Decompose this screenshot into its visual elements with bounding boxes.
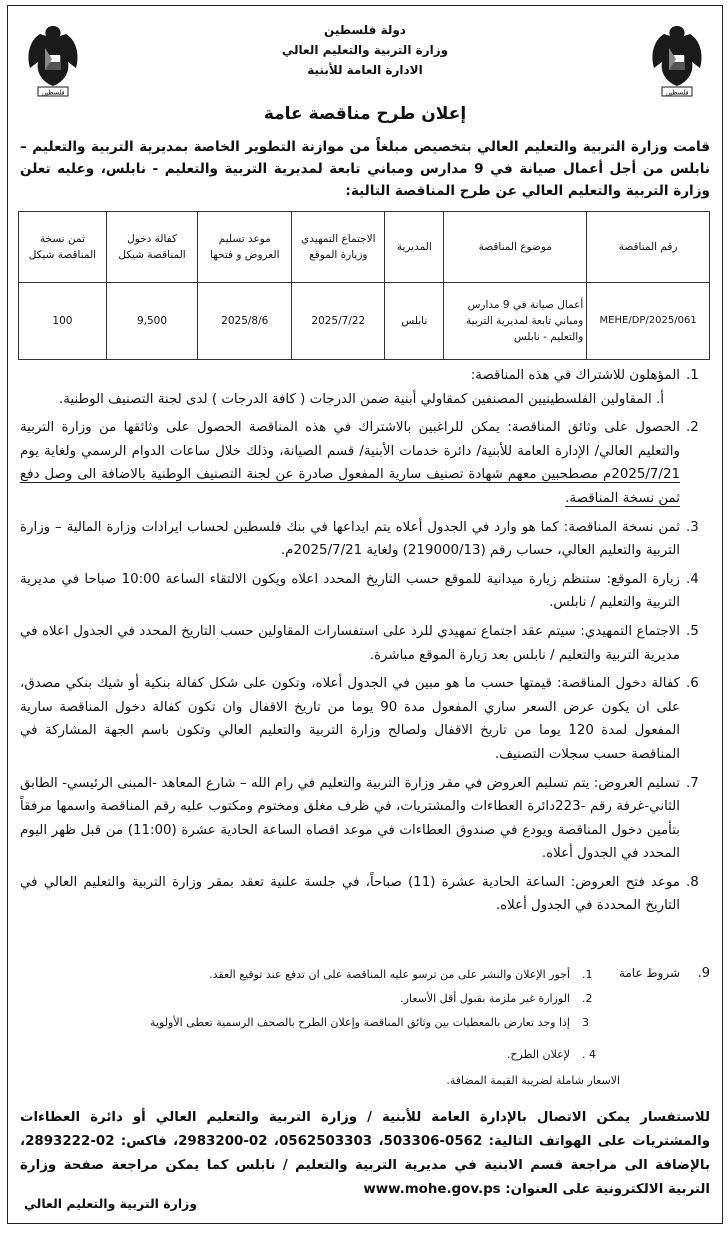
ministry-name: وزارة التربية والتعليم العالي <box>281 43 449 57</box>
highlighted-deadline: 2025/7/21م مصطحبين معهم شهادة تصنيف سارية المفعول صادرة عن لجنة التصنيف الوطنية بالاضافة الى وصل دفع ثمن نسخة المناقصة. <box>20 467 680 506</box>
tender-directorate: نابلس <box>385 283 444 360</box>
list-item: 5. الاجتماع التمهيدي: سيتم عقد اجتماع تمهيدي للرد على استفسارات المقاولين حسب التاريخ المحدد في الجدول اعلاه في مديرية التربية والتعليم / نابلس بعد زيارة الموقع مباشرة. <box>20 623 699 663</box>
col-tender-number: رقم المناقصة <box>587 212 710 283</box>
general-terms-label: شروط عامة <box>618 966 680 980</box>
svg-text:فلسطين: فلسطين <box>41 88 65 97</box>
signature-ministry: وزارة التربية والتعليم العالي <box>24 1196 198 1211</box>
tender-meeting-date: 2025/7/22 <box>292 283 385 360</box>
intro-paragraph: قامت وزارة التربية والتعليم العالي بتخصيص مبلغاً من موازنة التطوير الخاصة بمديرية التربية والتعليم – نابلس من أجل أعمال صيانة في 9 مدارس ومباني تابعة لمديرية التربية والتعليم - نابلس، وعليه تعلن وزارة التربية والتعليم العالي عن طرح المناقصة التالية: <box>20 139 710 199</box>
col-bid-bond: كفالة دخول المناقصة شيكل <box>106 212 197 283</box>
col-preliminary-meeting: الاجتماع التمهيدي وزيارة الموقع <box>292 212 385 283</box>
inquiry-paragraph: للاستفسار يمكن الاتصال بالإدارة العامة للأبنية / وزارة التربية والتعليم العالي أو دائرة العطاءات والمشتريات على الهواتف التالية: 0562-503306، 0562503303، 02-2983200، فاكس: 02-2893222، بالإضافة الى مراجعة قسم الابنية في مديرية التربية والتعليم / نابلس كما يمكن مراجعة صفحة وزارة التربية الالكترونية على العنوان: www.mohe.gov.ps <box>20 1110 711 1197</box>
tender-subject: أعمال صيانة في 9 مدارس ومباني تابعة لمديرية التربية والتعليم - نابلس <box>444 283 587 360</box>
list-item: 2. الحصول على وثائق المناقصة: يمكن للراغبين بالاشتراك في هذه المناقصة الحصول على وثائقها من وزارة التربية والتعليم العالي/ الإدارة العامة للأبنية/ دائرة خدمات الأبنية/ قسم الصيانة، وذلك خلال ساعات الدوام الرسمي ولغاية يوم 2025/7/21م مصطحبين معهم شهادة تصنيف سارية المفعول صادرة عن لجنة التصنيف الوطنية بالاضافة الى وصل دفع ثمن نسخة المناقصة. <box>20 420 699 506</box>
list-item: 1. المؤهلون للاشتراك في هذه المناقصة: أ. المقاولين الفلسطينيين المصنفين كمقاولي أبنية ضمن الدرجات ( كافة الدرجات ) لدى لجنة التصنيف الوطنية. <box>20 364 710 411</box>
list-item: 4. زيارة الموقع: ستنظم زيارة ميدانية للموقع حسب التاريخ المحدد اعلاه ويكون الالتقاء الساعة 10:00 صباحا في مديرية التربية والتعليم / نابلس. <box>20 571 699 611</box>
col-subject: موضوع المناقصة <box>444 212 587 283</box>
state-name: دولة فلسطين <box>324 23 406 37</box>
tender-bid-bond: 9,500 <box>106 283 197 360</box>
list-item: 6. كفالة دخول المناقصة: قيمتها حسب ما هو مبين في الجدول أعلاه، وتكون على شكل كفالة بنكية أو شيك بنكي مصدق، على ان يكون عرض السعر ساري المفعول مدة 90 يوما من تاريخ الاقفال وان تكون كفالة دخول المناقصة سارية المفعول لمدة 120 يوما من تاريخ الاقفال ولصالح وزارة التربية والتعليم العالي وتكون باسم الجهة المشاركة في المناقصة حسب سجلات التصنيف. <box>20 676 699 762</box>
tender-submission-date: 2025/8/6 <box>198 283 292 360</box>
list-item: 8. موعد فتح العروض: الساعة الحادية عشرة (11) صباحاً، في جلسة علنية تعقد بمقر وزارة التربية والتعليم العالي في التاريخ المحددة في الجدول أعلاه. <box>20 874 699 914</box>
letterhead <box>8 20 722 80</box>
tender-document-price: 100 <box>19 283 107 360</box>
col-submission-date: موعد تسليم العروض و فتحها <box>198 212 292 283</box>
tender-table <box>18 211 710 360</box>
list-subitem: أ. المقاولين الفلسطينيين المصنفين كمقاولي أبنية ضمن الدرجات ( كافة الدرجات ) لدى لجنة التصنيف الوطنية. <box>58 391 664 407</box>
conditions-list <box>20 364 710 923</box>
list-item: 7. تسليم العروض: يتم تسليم العروض في مقر وزارة التربية والتعليم في رام الله – شارع المعاهد -المبنى الرئيسي- الطابق الثاني-غرفة رقم -223دائرة العطاءات والمشتريات، في ظرف مغلق ومختوم ومكتوب عليه رقم المناقصة واسمها مرفقاً بتأمين دخول المناقصة ويودع في صندوق العطاءات في موعد اقصاه الساعة الحادية عشرة (11:00) من قبل ظهر اليوم المحدد في الجدول أعلاه. <box>20 775 699 862</box>
department-name: الادارة العامة للأبنية <box>307 63 423 77</box>
page-title: إعلان طرح مناقصة عامة <box>263 104 467 124</box>
svg-text:فلسطين: فلسطين <box>665 88 689 97</box>
col-document-price: ثمن نسخة المناقصة شيكل <box>19 212 107 283</box>
tender-number: MEHE/DP/2025/061 <box>587 283 710 360</box>
tender-announcement: فلسطين فلسطين دولة فلسطين وزارة التربية والتعليم العالي الادارة العامة للأبنية إعلان طرح مناقصة عامة قامت وزارة التربية والتعليم العالي بتخصيص مبلغاً من موازنة التطوير الخاصة بمديرية التربية والتعليم – نابلس من أجل أعمال صيانة في 9 مدارس ومباني تابعة لمديرية التربية والتعليم - نابلس، وعليه تعلن وزارة التربية والتعليم العالي عن طرح المناقصة التالية: رقم المناقصة موضوع المناقصة المديرية الاجتماع التمهيدي وزيارة الموقع موعد تسليم العروض و فتحها كفالة دخول المناقصة شيكل ثمن نسخة المناقصة شيكل MEHE/DP/2025/061 أعمال صيانة في 9 مدارس ومباني تابعة لمديرية التربية والتعليم - نابلس نابلس 2025/7/22 2025/8/6 9,500 100 1. المؤهلون للاشتراك في هذه المناقصة: أ. المقاولين الفلسطينيين المصنفين كمقاولي أبنية ضمن الدرجات ( كافة الدرجات ) لدى لجنة التصنيف الوطنية. 2. الحصول على وثائق المناقصة: يمكن للراغبين بالاشتراك في هذه المناقصة الحصول على وثائقها من وزارة التربية والتعليم العالي/ الإدارة العامة للأبنية/ دائرة خدمات الأبنية/ قسم الصيانة، وذلك خلال ساعات الدوام الرسمي ولغاية يوم 2025/7/21م مصطحبين معهم شهادة تصنيف سارية المفعول صادرة عن لجنة التصنيف الوطنية بالاضافة الى وصل دفع ثمن نسخة المناقصة. 3. ثمن نسخة المناقصة: كما هو وارد في الجدول أعلاه يتم ايداعها في بنك فلسطين لحساب ايرادات وزارة المالية – وزارة التربية والتعليم العالي، حساب رقم (219000/13) ولغاية 2025/7/21م. 4. زيارة الموقع: ستنظم زيارة ميدانية للموقع حسب التاريخ المحدد اعلاه ويكون الالتقاء الساعة 10:00 صباحا في مديرية التربية والتعليم / نابلس. 5. الاجتماع التمهيدي: سيتم عقد اجتماع تمهيدي للرد على استفسارات المقاولين حسب التاريخ المحدد في الجدول اعلاه في مديرية التربية والتعليم / نابلس بعد زيارة الموقع مباشرة. 6. كفالة دخول المناقصة: قيمتها حسب ما هو مبين في الجدول أعلاه، وتكون على شكل كفالة بنكية أو شيك بنكي مصدق، على ان يكون عرض السعر ساري المفعول مدة 90 يوما من تاريخ الاقفال وان تكون كفالة دخول المناقصة سارية المفعول لمدة 120 يوما من تاريخ الاقفال ولصالح وزارة التربية والتعليم العالي وتكون باسم الجهة المشاركة في المناقصة حسب سجلات التصنيف. 7. تسليم العروض: يتم تسليم العروض في مقر وزارة التربية والتعليم في رام الله – شارع المعاهد -المبنى الرئيسي- الطابق الثاني-غرفة رقم -223دائرة العطاءات والمشتريات، في ظرف مغلق ومختوم ومكتوب عليه رقم المناقصة واسمها مرفقاً بتأمين دخول المناقصة ويودع في صندوق العطاءات في موعد اقصاه الساعة الحادية عشرة (11:00) من قبل ظهر اليوم المحدد في الجدول أعلاه. 8. موعد فتح العروض: الساعة الحادية عشرة (11) صباحاً، في جلسة علنية تعقد بمقر وزارة التربية والتعليم العالي في التاريخ المحددة في الجدول أعلاه. 9. شروط عامة 1. أجور الإعلان والنشر على من ترسو عليه المناقصة على ان تدفع عند توقيع العقد. 2. الوزارة غير ملزمة بقبول أقل الأسعار. 3 إذا وجد تعارض بالمعطيات بين وثائق المناقصة وإعلان الطرح بالصحف الرسمية تعطى الأولوية 4 . لإعلان الطرح. الاسعار شاملة لضريبة القيمة المضافة. للاستفسار يمكن الاتصال بالإدارة العامة للأبنية / وزارة التربية والتعليم العالي أو دائرة العطاءات والمشتريات على الهواتف التالية: 0562-503306، 0562503303، 02-2983200، فاكس: 02-2893222، بالإضافة الى مراجعة قسم الابنية في مديرية التربية والتعليم / نابلس كما يمكن مراجعة صفحة وزارة التربية الالكترونية على العنوان: www.mohe.gov.ps وزارة التربية والتعليم العالي <box>7 5 723 1224</box>
table-header-row <box>19 212 710 283</box>
table-row <box>19 283 710 360</box>
col-directorate: المديرية <box>385 212 444 283</box>
list-item: 3. ثمن نسخة المناقصة: كما هو وارد في الجدول أعلاه يتم ايداعها في بنك فلسطين لحساب ايرادات وزارة المالية – وزارة التربية والتعليم العالي، حساب رقم (219000/13) ولغاية 2025/7/21م. <box>20 519 699 559</box>
